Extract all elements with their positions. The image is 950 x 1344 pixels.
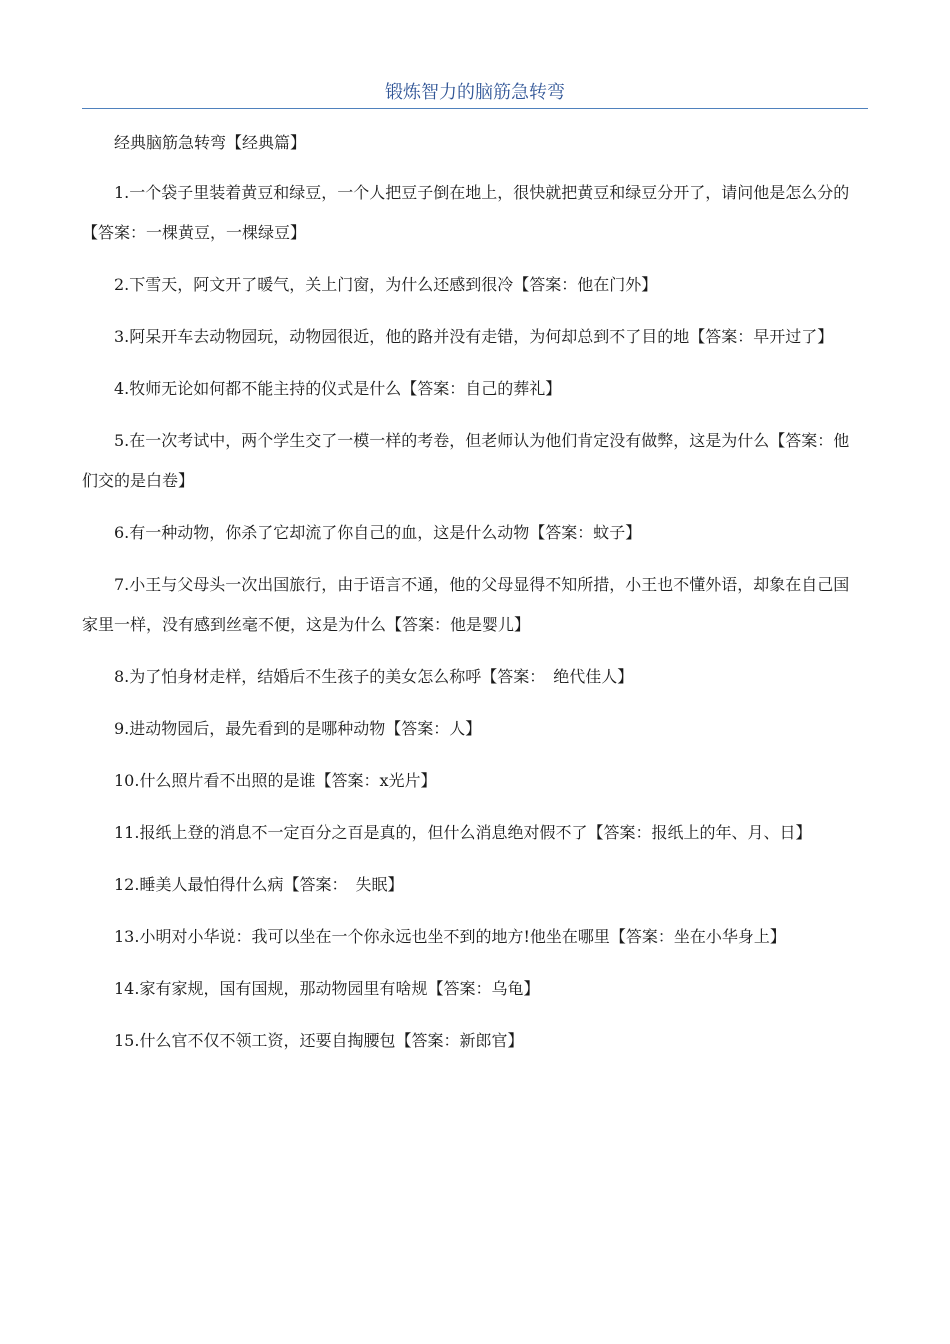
riddle-item: 2.下雪天，阿文开了暖气，关上门窗，为什么还感到很冷【答案：他在门外】 [114,275,658,294]
riddle-item: 1.一个袋子里装着黄豆和绿豆，一个人把豆子倒在地上，很快就把黄豆和绿豆分开了，请问他是怎么分的【答案：一棵黄豆，一棵绿豆】 [82,183,850,242]
riddle-item: 14.家有家规，国有国规，那动物园里有啥规【答案：乌龟】 [114,979,540,998]
riddle-item: 9.进动物园后，最先看到的是哪种动物【答案：人】 [114,719,482,738]
riddle-item: 6.有一种动物，你杀了它却流了你自己的血，这是什么动物【答案：蚊子】 [114,523,642,542]
riddle-item: 13.小明对小华说：我可以坐在一个你永远也坐不到的地方!他坐在哪里【答案：坐在小华身上】 [114,927,786,946]
riddle-item: 15.什么官不仅不领工资，还要自掏腰包【答案：新郎官】 [114,1031,524,1050]
riddle-item: 5.在一次考试中，两个学生交了一模一样的考卷，但老师认为他们肯定没有做弊，这是为什么【答案：他们交的是白卷】 [82,431,850,490]
riddle-item: 11.报纸上登的消息不一定百分之百是真的，但什么消息绝对假不了【答案：报纸上的年、月、日】 [114,823,812,842]
riddle-item: 8.为了怕身材走样，结婚后不生孩子的美女怎么称呼【答案： 绝代佳人】 [114,667,634,686]
section-title: 经典脑筋急转弯【经典篇】 [114,133,307,152]
riddle-item: 10.什么照片看不出照的是谁【答案：x光片】 [114,771,437,790]
riddle-item: 3.阿呆开车去动物园玩，动物园很近，他的路并没有走错，为何却总到不了目的地【答案：早开过了】 [114,327,834,346]
riddle-item: 12.睡美人最怕得什么病【答案： 失眠】 [114,875,404,894]
page-header-title: 锻炼智力的脑筋急转弯 [82,78,868,109]
document-body [82,123,860,1073]
riddle-item: 4.牧师无论如何都不能主持的仪式是什么【答案：自己的葬礼】 [114,379,562,398]
riddle-item: 7.小王与父母头一次出国旅行，由于语言不通，他的父母显得不知所措，小王也不懂外语，却象在自己国家里一样，没有感到丝毫不便，这是为什么【答案：他是婴儿】 [82,575,850,634]
